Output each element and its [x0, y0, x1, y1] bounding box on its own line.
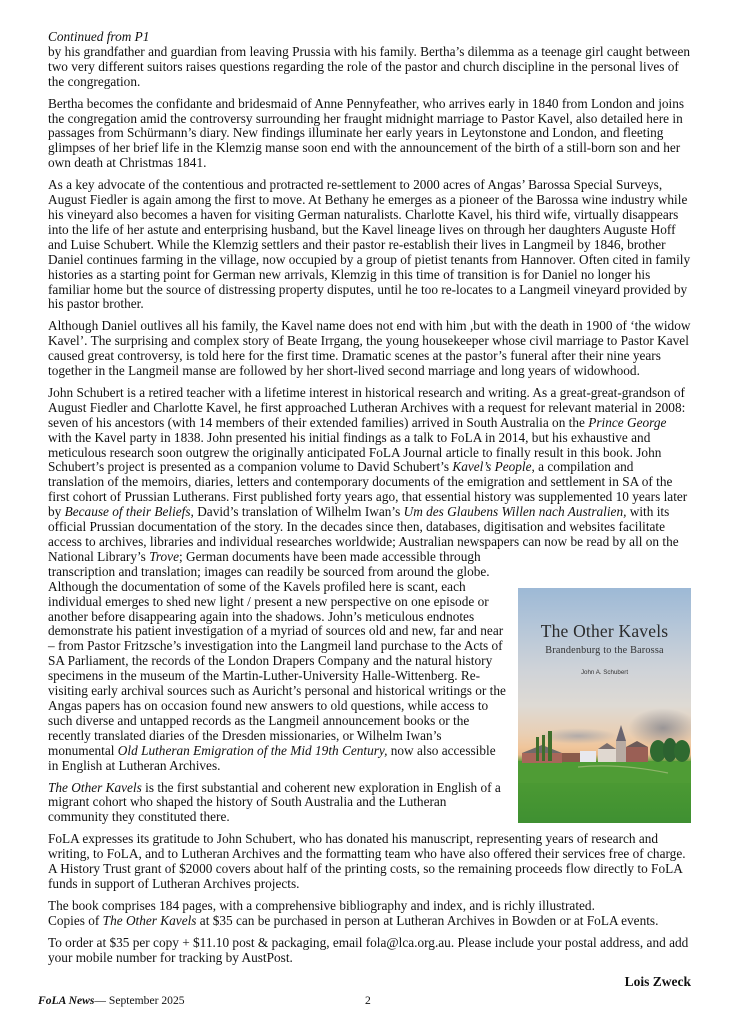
p5-text: David’s translation of Wilhelm Iwan’s [193, 504, 404, 520]
trove-name: Trove [149, 548, 179, 564]
p8-text: at $35 can be purchased in person at Lutheran Archives in Bowden or at FoLA events. [196, 912, 659, 928]
p5-text: , a compilation and translation of the memoirs, diaries, letters and contemporary documents of the emigration and settlement in SA of the first cohort of Prussian Lutherans. First published forty years ago, that essential history was supplemented 10 years later by [48, 459, 688, 520]
paragraph-2: Bertha becomes the confidante and bridesmaid of Anne Pennyfeather, who arrives early in 1840 from London and joins the congregation amid the controversy surrounding her fraught midnight marriage to Pastor Kavel, also detailed here in passages from Schürmann’s diary. New findings illuminate her early years in Leytonstone and London, and fleeting glimpses of her brief life in the Klemzig manse soon end with the announcement of the birth of a still-born son and her own death at Christmas 1841. [48, 95, 685, 171]
book-title: The Other Kavels [102, 912, 197, 928]
publication-date: September 2025 [108, 994, 185, 1007]
cover-title: The Other Kavels [540, 621, 669, 641]
p8-text: Copies of [48, 912, 103, 928]
footer [38, 994, 185, 1009]
paragraph-8 [48, 899, 691, 929]
cover-author: John A. Schubert [580, 669, 629, 676]
book-title: The Other Kavels [48, 779, 142, 795]
author-signature: Lois Zweck [624, 974, 691, 990]
book-title: Old Lutheran Emigration of the Mid 19th Century, [117, 742, 388, 758]
p5-text: with the Kavel party in 1838. John presented his initial findings as a talk to FoLA in 2014, but his exhaustive and meticulous research soon outgrew the originally anticipated FoLA Journal article to finally result in this book. John Schubert’s project is presented as a companion volume to David Schubert’s [48, 429, 662, 475]
book-title: Kavel’s People [452, 459, 532, 475]
publication-name: FoLA News [38, 994, 95, 1007]
paragraph-9: To order at $35 per copy + $11.10 post & packaging, email fola@lca.org.au. Please include your postal address, and add your mobile number for tracking by AustPost. [48, 934, 689, 965]
article [48, 30, 691, 990]
p5-text: now also accessible in English at Lutheran Archives. [48, 742, 496, 773]
paragraph-3: As a key advocate of the contentious and protracted re-settlement to 2000 acres of Angas’ Barossa Special Surveys, August Fiedler is again among the first to move. At Bethany he emerges as a pioneer of the Barossa wine industry while his vineyard also becomes a haven for visiting German naturalists. Charlotte Kavel, his third wife, virtually disappears into the life of her astute and enterprising husband, but the Kavel lineage lives on through her daughters Auguste Hoff and Luise Schubert. While the Klemzig settlers and their pastor re-establish their lives in Langmeil by 1846, brother Daniel continues farming in the village, now occupied by a group of pietist tenants from Hannover. Often cited in family histories as a starting point for German new arrivals, Klemzig in this time of transition is for Daniel no longer his familiar home but the source of distressing property disputes, until he too re-locates to a Langmeil vineyard provided by his pastor brother. [48, 177, 691, 312]
ship-name: Prince George [588, 414, 667, 430]
p5-text: John Schubert is a retired teacher with a lifetime interest in historical research and writing. As a great-great-grandson of August Fiedler and Charlotte Kavel, he first approached Lutheran Archives with a request for relevant material in 2008: seven of his ancestors (with 14 members of their extended families) arrived in South Australia on the [48, 384, 686, 430]
footer-separator: — [94, 994, 109, 1007]
cover-subtitle: Brandenburg to the Barossa [545, 645, 664, 656]
p8-text: The book comprises 184 pages, with a comprehensive bibliography and index, and is richly illustrated. [48, 897, 595, 913]
page-number: 2 [365, 994, 371, 1007]
book-title: Because of their Beliefs, [64, 504, 194, 520]
paragraph-7: FoLA expresses its gratitude to John Schubert, who has donated his manuscript, representing years of research and writing, to FoLA, and to Lutheran Archives and the formatting team who have also offered their services free of charge. A History Trust grant of $2000 covers about half of the printing costs, so the remaining proceeds flow directly to FoLA funds in support of Lutheran Archives projects. [48, 831, 686, 891]
book-cover-image [518, 588, 691, 823]
p5-text: with its official Prussian documentation of the story. In the decades since then, databases, digitisation and websites facilitate access to archives, libraries and individual researches worldwide; Australian newspapers can now be read by all on the National Library’s [48, 504, 679, 564]
paragraph-1: by his grandfather and guardian from leaving Prussia with his family. Bertha’s dilemma as a teenage girl caught between two very different suitors raises questions regarding the role of the pastor and church discipline in the personal lives of the congregation. [48, 43, 690, 89]
village-illustration [518, 723, 691, 783]
p5-text: ; German documents have been made accessible through transcription and translation; images can readily be sourced from around the globe. Although the documentation of some of the Kavels profiled here is scant, each individual emerges to shed new light / present a new perspective on one episode or another before disappearing again into the shadows. John’s meticulous endnotes demonstrate his patient investigation of a myriad of sources old and new, far and near – from Pastor Fritzsche’s investigation into the Langmeil land purchase to the Acts of SA Parliament, the records of the London Drapers Company and the natural history specimens in the museum of the Martin-Luther-University Halle-Wittenberg. Re-visiting early archival sources such as Auricht’s personal and historical writings or the Angas papers has on occasion found new answers to old questions, while access to such diverse and untapped records as the Langmeil announcement books or the recently translated diaries of the Dresden missionaries, or Wilhelm Iwan’s monumental [48, 548, 506, 758]
book-title: Um des Glaubens Willen nach Australien, [403, 504, 627, 520]
paragraph-4: Although Daniel outlives all his family, the Kavel name does not end with him ,but with the death in 1900 of ‘the widow Kavel’. The surprising and complex story of Beate Irrgang, the young housekeeper whose civil marriage to Pastor Kavel caused great controversy, is told here for the first time. Dramatic scenes at the pastor’s funeral after their nine years together in the Langmeil manse are followed by her short-lived second marriage and long years of widowhood. [48, 318, 691, 379]
continued-label: Continued from P1 [48, 29, 150, 44]
p6-text: is the first substantial and coherent new exploration in English of a migrant cohort who shaped the history of South Australia and the Lutheran community they constituted there. [48, 779, 501, 825]
